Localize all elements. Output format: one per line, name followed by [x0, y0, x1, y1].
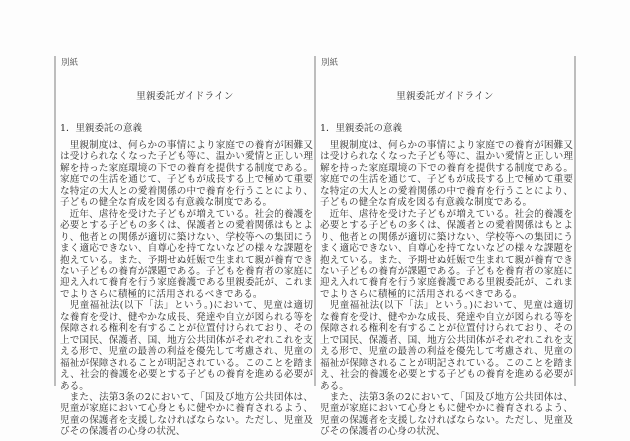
attachment-label: 別紙: [321, 58, 339, 68]
paragraph: 里親制度は、何らかの事情により家庭での養育が困難又は受けられなくなった子ども等に、温かい愛情と正しい理解を持った家庭環境の下での養育を提供する制度である。家庭での生活を通じて、子どもが成長する上で極めて重要な特定の大人との愛着関係の中で養育を行うことにより、子どもの健全な育成を図る有意義な制度である。: [320, 140, 573, 209]
paragraph: 近年、虐待を受けた子どもが増えている。社会的養護を必要とする子どもの多くは、保護者との愛着関係はもとより、他者との関係が適切に築けない、学校等への集団にうまく適応できない、自尊心を持てないなどの様々な課題を抱えている。また、予期せぬ妊娠で生まれて親が養育できない子どもの養育が課題である。子どもを養育者の家庭に迎え入れて養育を行う家庭養護である里親委託が、これまでよりさらに積極的に活用されるべきである。: [320, 208, 573, 300]
paragraph: また、法第3条の2において、「国及び地方公共団体は、児童が家庭において心身ともに健やかに養育されるよう、児童の保護者を支援しなければならない。ただし、児童及びその保護者の心身の状況、: [320, 391, 573, 438]
section-heading: 1．里親委託の意義: [320, 123, 403, 134]
column-divider: [574, 56, 576, 386]
section-heading: 1．里親委託の意義: [60, 123, 143, 134]
document-column-left: [54, 56, 314, 438]
paragraph: また、法第3条の2において、「国及び地方公共団体は、児童が家庭において心身ともに健やかに養育されるよう、児童の保護者を支援しなければならない。ただし、児童及びその保護者の心身の状況、: [60, 391, 313, 438]
paragraph: 児童福祉法(以下「法」という。)において、児童は適切な養育を受け、健やかな成長、発達や自立が図られる等を保障される権利を有することが位置付けられており、その上で国民、保護者、国、地方公共団体がそれぞれこれを支える形で、児童の最善の利益を優先して考慮され、児童の福祉が保障されることが明記されている。このことを踏まえ、社会的養護を必要とする子どもの養育を進める必要がある。: [320, 300, 573, 392]
paragraph: 里親制度は、何らかの事情により家庭での養育が困難又は受けられなくなった子ども等に、温かい愛情と正しい理解を持った家庭環境の下での養育を提供する制度である。家庭での生活を通じて、子どもが成長する上で極めて重要な特定の大人との愛着関係の中で養育を行うことにより、子どもの健全な育成を図る有意義な制度である。: [60, 140, 313, 209]
document-column-right: [314, 56, 574, 438]
paragraph: 近年、虐待を受けた子どもが増えている。社会的養護を必要とする子どもの多くは、保護者との愛着関係はもとより、他者との関係が適切に築けない、学校等への集団にうまく適応できない、自尊心を持てないなどの様々な課題を抱えている。また、予期せぬ妊娠で生まれて親が養育できない子どもの養育が課題である。子どもを養育者の家庭に迎え入れて養育を行う家庭養護である里親委託が、これまでよりさらに積極的に活用されるべきである。: [60, 208, 313, 300]
body-text: [320, 140, 573, 438]
document-title: 里親委託ガイドライン: [136, 91, 234, 102]
attachment-label: 別紙: [61, 58, 79, 68]
document-title: 里親委託ガイドライン: [396, 91, 494, 102]
body-text: [60, 140, 313, 438]
paragraph: 児童福祉法(以下「法」という。)において、児童は適切な養育を受け、健やかな成長、発達や自立が図られる等を保障される権利を有することが位置付けられており、その上で国民、保護者、国、地方公共団体がそれぞれこれを支える形で、児童の最善の利益を優先して考慮され、児童の福祉が保障されることが明記されている。このことを踏まえ、社会的養護を必要とする子どもの養育を進める必要がある。: [60, 300, 313, 392]
